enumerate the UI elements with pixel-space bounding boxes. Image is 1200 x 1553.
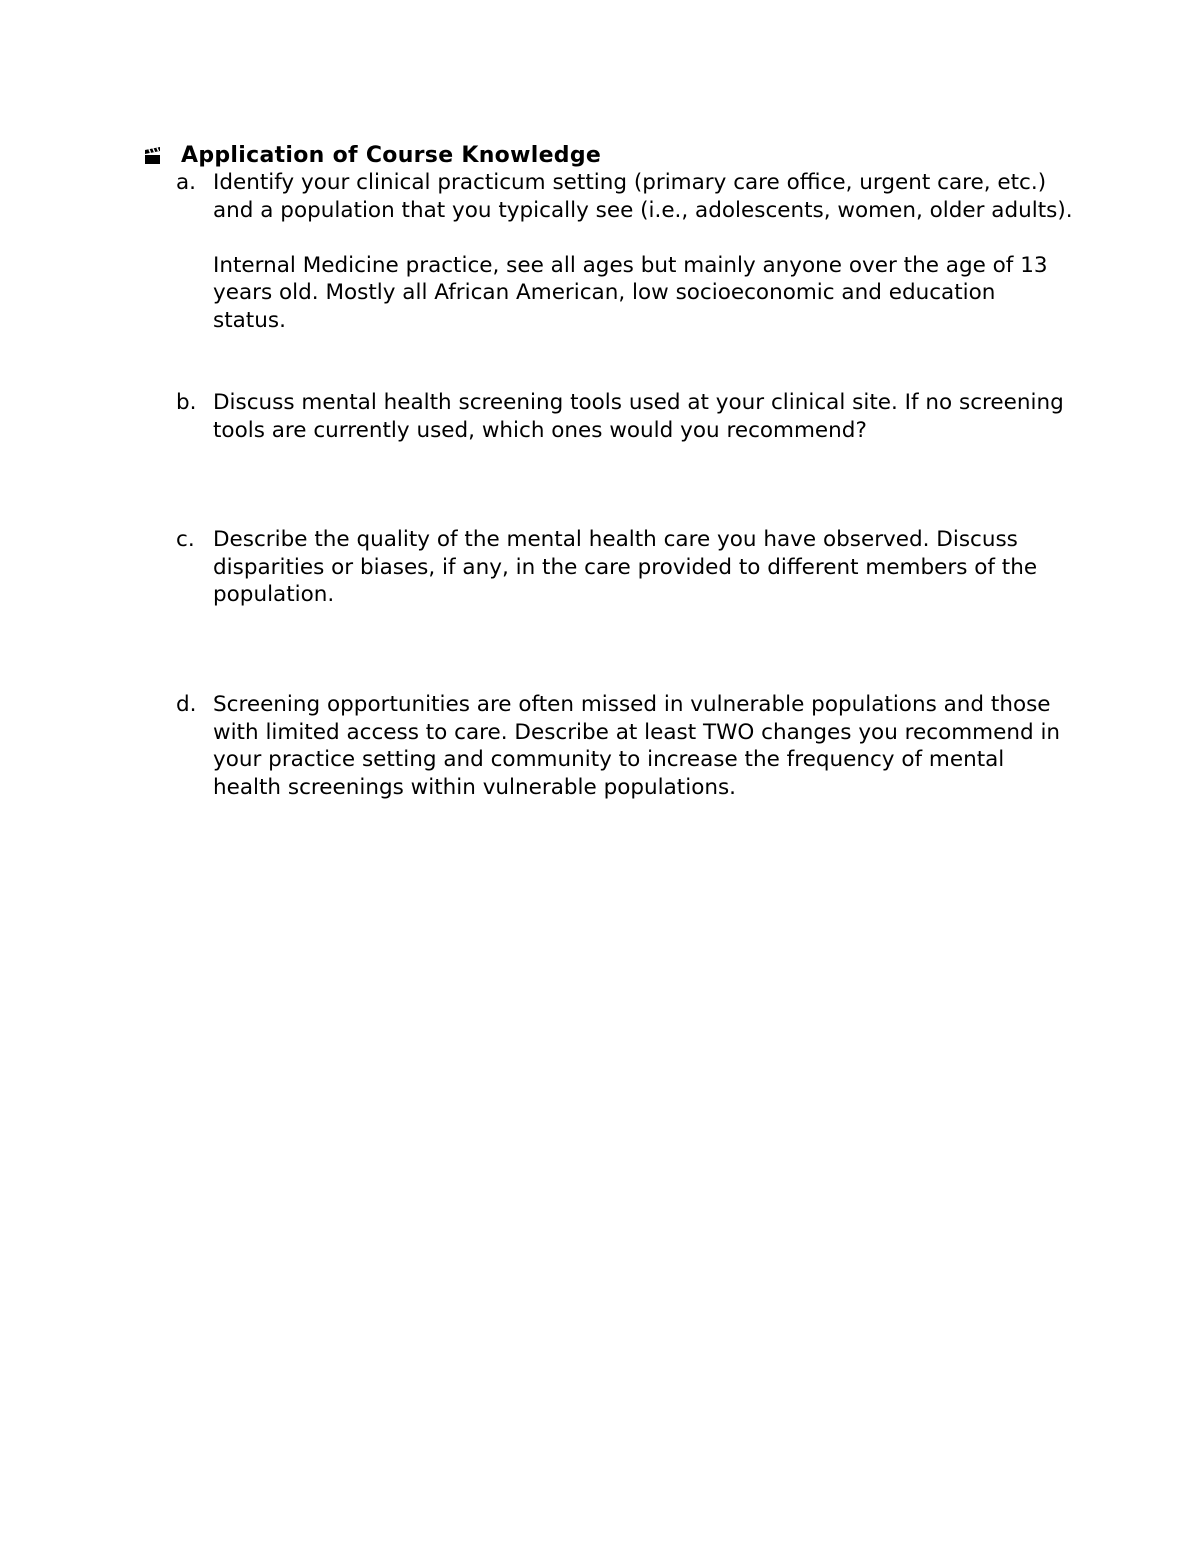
question-text: Screening opportunities are often missed in vulnerable populations and those with limited access to care. Describe at least TWO changes you recommend in your practice setting and community to increase the frequency of mental health screenings within vulnerable populations. xyxy=(213,692,1061,800)
list-item-b xyxy=(176,389,1076,444)
list-marker: b. xyxy=(176,390,197,415)
list-marker: c. xyxy=(176,527,195,552)
list-marker: d. xyxy=(176,692,197,717)
section-heading xyxy=(143,141,601,171)
list-item-d xyxy=(176,691,1076,801)
answer-text: Internal Medicine practice, see all ages but mainly anyone over the age of 13 years old. Mostly all African American, low socioeconomic and education status. xyxy=(213,252,1048,333)
clapperboard-bullet-icon xyxy=(143,146,163,166)
list-item-c xyxy=(176,526,1076,609)
question-text: Discuss mental health screening tools used at your clinical site. If no screening tools are currently used, which ones would you recommend? xyxy=(213,390,1064,443)
question-text: Describe the quality of the mental health care you have observed. Discuss disparities or biases, if any, in the care provided to different members of the population. xyxy=(213,527,1038,608)
list-marker: a. xyxy=(176,170,197,195)
question-text: Identify your clinical practicum setting (primary care office, urgent care, etc.) and a population that you typically see (i.e., adolescents, women, older adults). xyxy=(213,170,1073,223)
list-item-a xyxy=(176,169,1076,335)
section-title: Application of Course Knowledge xyxy=(181,143,602,168)
